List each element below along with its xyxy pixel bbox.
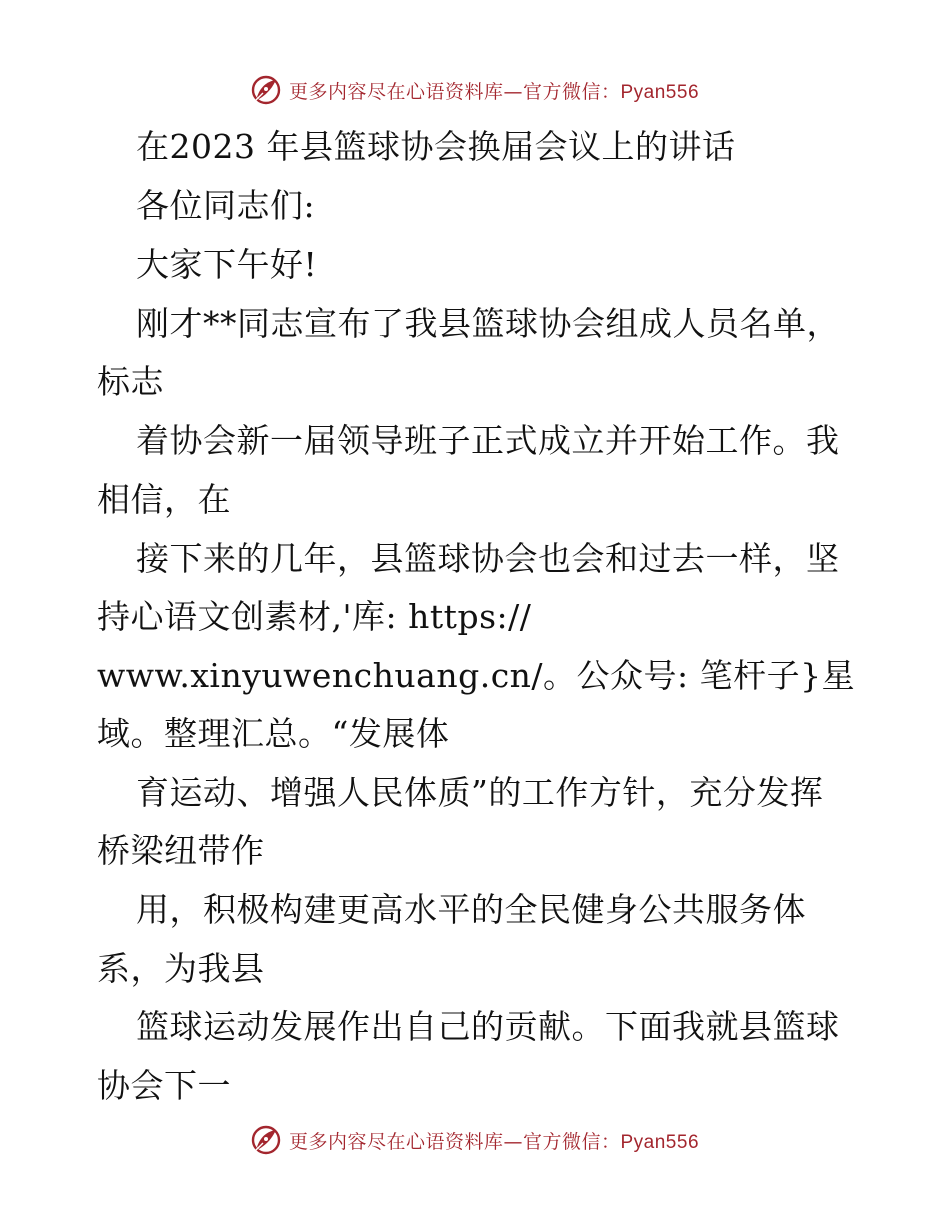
text-line: 各位同志们: (136, 186, 316, 225)
pen-nib-logo-icon (251, 1125, 281, 1155)
document-title: 在2023 年县篮球协会换届会议上的讲话 (136, 127, 736, 166)
text-line: 域。整理汇总。“发展体 (97, 714, 450, 753)
footer-cn-text: 更多内容尽在心语资料库—官方微信： (288, 1130, 621, 1153)
text-line: 用，积极构建更高水平的全民健身公共服务体 (136, 890, 806, 929)
text-line: 系，为我县 (97, 949, 265, 988)
footer-wechat-id: Pyan556 (620, 1131, 700, 1153)
text-line: www.xinyuwenchuang.cn/。公众号: 笔杆子}星 (97, 656, 856, 695)
text-line: 篮球运动发展作出自己的贡献。下面我就县篮球 (136, 1007, 840, 1046)
text-line: 相信，在 (97, 480, 231, 519)
footer-banner-text (289, 1127, 699, 1154)
text-line: 桥梁纽带作 (97, 831, 265, 870)
text-line: 着协会新一届领导班子正式成立并开始工作。我 (136, 421, 840, 460)
footer-banner (0, 1120, 950, 1160)
header-cn-text: 更多内容尽在心语资料库—官方微信： (288, 80, 621, 103)
text-line: 持心语文创素材,'库: https:// (97, 597, 532, 636)
text-line: 刚才**同志宣布了我县篮球协会组成人员名单， (136, 304, 840, 343)
text-line: 育运动、增强人民体质”的工作方针，充分发挥 (136, 773, 824, 812)
text-line: 标志 (97, 362, 164, 401)
text-line: 大家下午好! (136, 245, 318, 284)
text-line: 协会下一 (97, 1066, 231, 1105)
header-wechat-id: Pyan556 (620, 81, 700, 103)
text-line: 接下来的几年，县篮球协会也会和过去一样，坚 (136, 539, 840, 578)
